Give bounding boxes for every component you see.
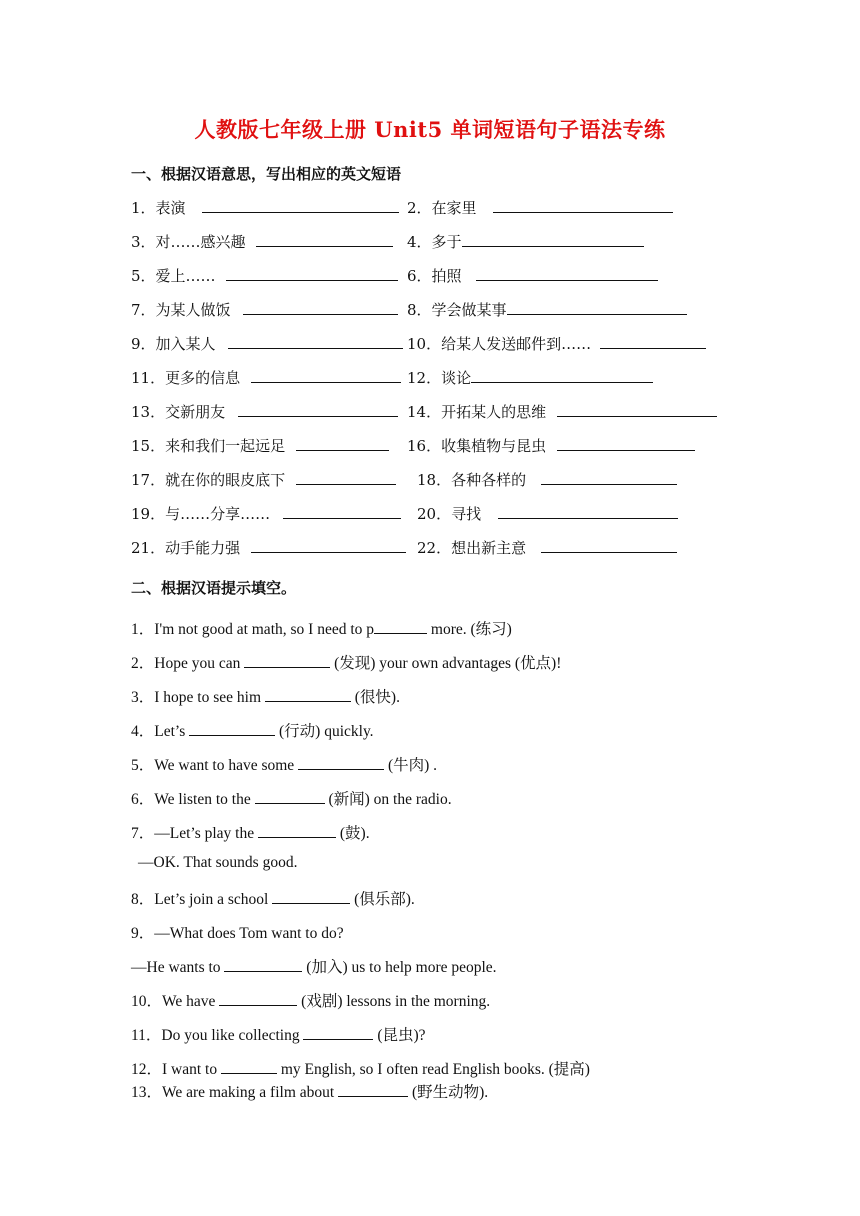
phrase-prompt: 21．动手能力强 — [131, 539, 241, 557]
question-11: 11．Do you like collecting (昆虫)? — [131, 1027, 426, 1044]
question-2: 2．Hope you can (发现) your own advantages (优点)! — [131, 655, 562, 672]
phrase-prompt: 5．爱上…… — [131, 267, 216, 285]
question-5: 5．We want to have some (牛肉) . — [131, 757, 438, 774]
phrase-prompt: 18．各种各样的 — [417, 471, 527, 489]
answer-blank[interactable] — [226, 265, 398, 281]
answer-blank[interactable] — [244, 653, 330, 668]
answer-blank[interactable] — [498, 503, 678, 519]
question-4: 4．Let’s (行动) quickly. — [131, 723, 374, 740]
answer-blank[interactable] — [507, 299, 687, 315]
phrase-prompt: 4．多于 — [407, 233, 462, 251]
answer-blank[interactable] — [228, 333, 403, 349]
phrase-prompt: 9．加入某人 — [131, 335, 216, 353]
phrase-prompt: 19．与……分享…… — [131, 505, 271, 523]
phrase-prompt: 11．更多的信息 — [131, 369, 241, 387]
question-10: 10．We have (戏剧) lessons in the morning. — [131, 993, 491, 1010]
answer-blank[interactable] — [471, 367, 653, 383]
answer-blank[interactable] — [272, 889, 350, 904]
answer-blank[interactable] — [256, 231, 393, 247]
answer-blank[interactable] — [189, 721, 275, 736]
answer-blank[interactable] — [224, 957, 302, 972]
answer-blank[interactable] — [600, 333, 706, 349]
phrase-prompt: 12．谈论 — [407, 369, 472, 387]
answer-blank[interactable] — [243, 299, 398, 315]
answer-blank[interactable] — [298, 755, 384, 770]
answer-blank[interactable] — [283, 503, 401, 519]
phrase-prompt: 20．寻找 — [417, 505, 482, 523]
answer-blank[interactable] — [265, 687, 351, 702]
answer-blank[interactable] — [557, 435, 695, 451]
answer-blank[interactable] — [493, 197, 673, 213]
phrase-prompt: 22．想出新主意 — [417, 539, 527, 557]
answer-blank[interactable] — [258, 823, 336, 838]
phrase-prompt: 1．表演 — [131, 199, 186, 217]
answer-blank[interactable] — [557, 401, 717, 417]
phrase-prompt: 8．学会做某事 — [407, 301, 507, 319]
answer-blank[interactable] — [221, 1059, 277, 1074]
answer-blank[interactable] — [296, 435, 389, 451]
answer-blank[interactable] — [296, 469, 396, 485]
question-3: 3．I hope to see him (很快). — [131, 689, 400, 706]
question-7-reply: —OK. That sounds good. — [138, 854, 298, 871]
answer-blank[interactable] — [251, 537, 406, 553]
answer-blank[interactable] — [255, 789, 325, 804]
phrase-prompt: 16．收集植物与昆虫 — [407, 437, 547, 455]
question-12: 12．I want to my English, so I often read English books. (提高) — [131, 1061, 590, 1078]
answer-blank[interactable] — [541, 537, 677, 553]
answer-blank[interactable] — [476, 265, 658, 281]
answer-blank[interactable] — [251, 367, 401, 383]
answer-blank[interactable] — [338, 1082, 408, 1097]
answer-blank[interactable] — [238, 401, 398, 417]
question-9: 9．—What does Tom want to do? — [131, 925, 344, 942]
question-1: 1．I'm not good at math, so I need to p more. (练习) — [131, 621, 512, 638]
worksheet-title: 人教版七年级上册 Unit5 单词短语句子语法专练 — [194, 117, 666, 142]
phrase-prompt: 14．开拓某人的思维 — [407, 403, 547, 421]
phrase-prompt: 3．对……感兴趣 — [131, 233, 246, 251]
section-2-heading: 二、根据汉语提示填空。 — [131, 579, 297, 597]
question-6: 6．We listen to the (新闻) on the radio. — [131, 791, 452, 808]
section-1-heading: 一、根据汉语意思，写出相应的英文短语 — [131, 165, 402, 183]
question-13: 13．We are making a film about (野生动物). — [131, 1084, 489, 1101]
answer-blank[interactable] — [462, 231, 644, 247]
phrase-prompt: 7．为某人做饭 — [131, 301, 231, 319]
phrase-prompt: 15．来和我们一起远足 — [131, 437, 286, 455]
question-9-reply: —He wants to (加入) us to help more people. — [131, 959, 497, 976]
phrase-prompt: 13．交新朋友 — [131, 403, 226, 421]
phrase-prompt: 10．给某人发送邮件到…… — [407, 335, 592, 353]
phrase-prompt: 17．就在你的眼皮底下 — [131, 471, 286, 489]
answer-blank[interactable] — [202, 197, 399, 213]
question-7: 7．—Let’s play the (鼓). — [131, 825, 370, 842]
phrase-prompt: 2．在家里 — [407, 199, 477, 217]
phrase-prompt: 6．拍照 — [407, 267, 462, 285]
answer-blank[interactable] — [374, 619, 427, 634]
answer-blank[interactable] — [219, 991, 297, 1006]
question-8: 8．Let’s join a school (俱乐部). — [131, 891, 415, 908]
answer-blank[interactable] — [541, 469, 677, 485]
answer-blank[interactable] — [303, 1025, 373, 1040]
